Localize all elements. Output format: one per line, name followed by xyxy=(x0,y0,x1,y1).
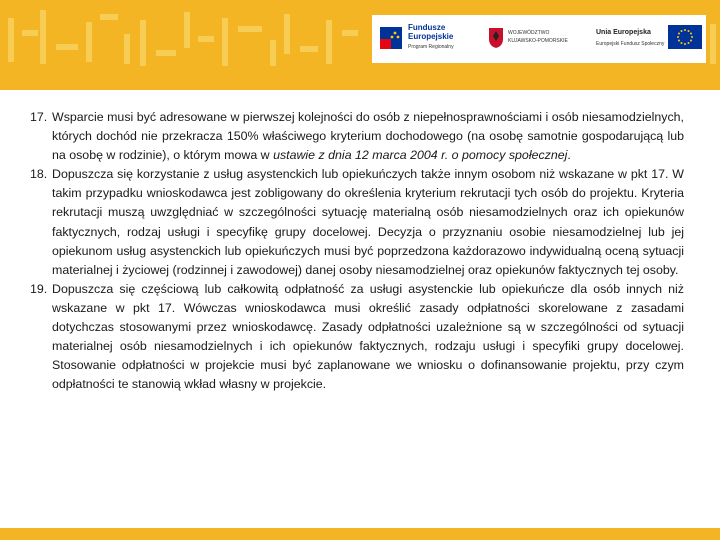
deco-bar xyxy=(342,30,358,36)
deco-bar xyxy=(198,36,214,42)
program-label: Program Regionalny xyxy=(408,44,454,50)
deco-bar xyxy=(184,12,190,48)
efs-label: Europejski Fundusz Społeczny xyxy=(596,41,665,47)
fundusze-label: Fundusze xyxy=(408,23,446,32)
item-text xyxy=(52,108,684,165)
deco-bar xyxy=(710,24,716,64)
deco-bar xyxy=(222,18,228,66)
europejskie-label: Europejskie xyxy=(408,32,454,41)
fundusze-europejskie-logo xyxy=(378,15,478,63)
list-item xyxy=(30,108,684,165)
deco-bar xyxy=(300,46,318,52)
eu-flag-icon xyxy=(668,25,702,49)
item-number: 17. xyxy=(30,110,48,124)
fundusze-europejskie-icon xyxy=(378,23,404,53)
deco-bar xyxy=(56,44,78,50)
wojewodztwo-logo xyxy=(488,15,578,63)
deco-bar xyxy=(140,20,146,66)
wojewodztwo-label: WOJEWÓDZTWO xyxy=(508,30,550,36)
deco-bar xyxy=(238,26,262,32)
document-body xyxy=(30,108,684,394)
deco-bar xyxy=(22,30,38,36)
kujawsko-pomorskie-label: KUJAWSKO-POMORSKIE xyxy=(508,38,568,44)
item-text-italic: ustawie z dnia 12 marca 2004 r. o pomocy społecznej xyxy=(273,148,568,163)
list-item xyxy=(30,165,684,280)
deco-bar xyxy=(284,14,290,54)
logo-bar xyxy=(372,15,706,63)
list-item xyxy=(30,280,684,395)
footer-band xyxy=(0,528,720,540)
item-text: Dopuszcza się korzystanie z usług asystenckich lub opiekuńczych także innym osobom niż wskazane w pkt 17. W takim przypadku wnioskodawca jest zobligowany do określenia kryterium rekrutacji tych osób do projektu. Kryteria rekrutacji muszą uwzględniać w szczególności sytuację materialną osób niesamodzielnych oraz ich opiekunów faktycznych, rodzaj usługi i specyfikę grupy docelowej. Decyzja o przyznaniu osobie niesamodzielnej lub jej opiekunom usług asystenckich lub opiekuńczych musi być poprzedzona każdorazowo indywidualną oceną sytuacji materialnej i życiowej (rodzinnej i zawodowej) danej osoby niesamodzielnej oraz opiekunów faktycznych tej osoby. xyxy=(52,167,684,277)
item-text-end: . xyxy=(567,148,571,163)
deco-bar xyxy=(124,34,130,64)
item-number: 18. xyxy=(30,167,48,182)
item-number: 19. xyxy=(30,281,48,296)
unia-europejska-label: Unia Europejska xyxy=(596,29,651,36)
deco-bar xyxy=(40,10,46,64)
deco-bar xyxy=(86,22,92,62)
unia-europejska-logo xyxy=(590,15,706,63)
deco-bar xyxy=(100,14,118,20)
deco-bar xyxy=(156,50,176,56)
coat-of-arms-icon xyxy=(488,27,504,49)
header-band xyxy=(0,0,720,90)
deco-bar xyxy=(8,18,14,62)
item-text-part: Wsparcie musi być adresowane w pierwszej kolejności do osób z niepełnosprawnościami i osób niesamodzielnych, których dochód nie przekracza 150% właściwego kryterium dochodowego (na osobę samotnie gospodarującą lub na osobę w rodzinie), o którym mowa w xyxy=(52,110,684,163)
deco-bar xyxy=(326,20,332,64)
item-text: Dopuszcza się częściową lub całkowitą odpłatność za usługi asystenckie lub opiekuńcze dla osób innych niż wskazane w pkt 17. Wówczas wnioskodawca musi określić zasady odpłatności skorelowane z zasadami dotychczas stosowanymi przez wnioskodawcę. Zasady odpłatności uzależnione są w szczególności od sytuacji materialnej osób niesamodzielnych i ich opiekunów faktycznych, rodzaju usługi i specyfiki grupy docelowej. Stosowanie odpłatności w projekcie musi być zaplanowane we wniosku o dofinansowanie projektu, przy czym odpłatności te stanowią wkład własny w projekcie. xyxy=(52,281,684,392)
deco-bar xyxy=(270,40,276,66)
